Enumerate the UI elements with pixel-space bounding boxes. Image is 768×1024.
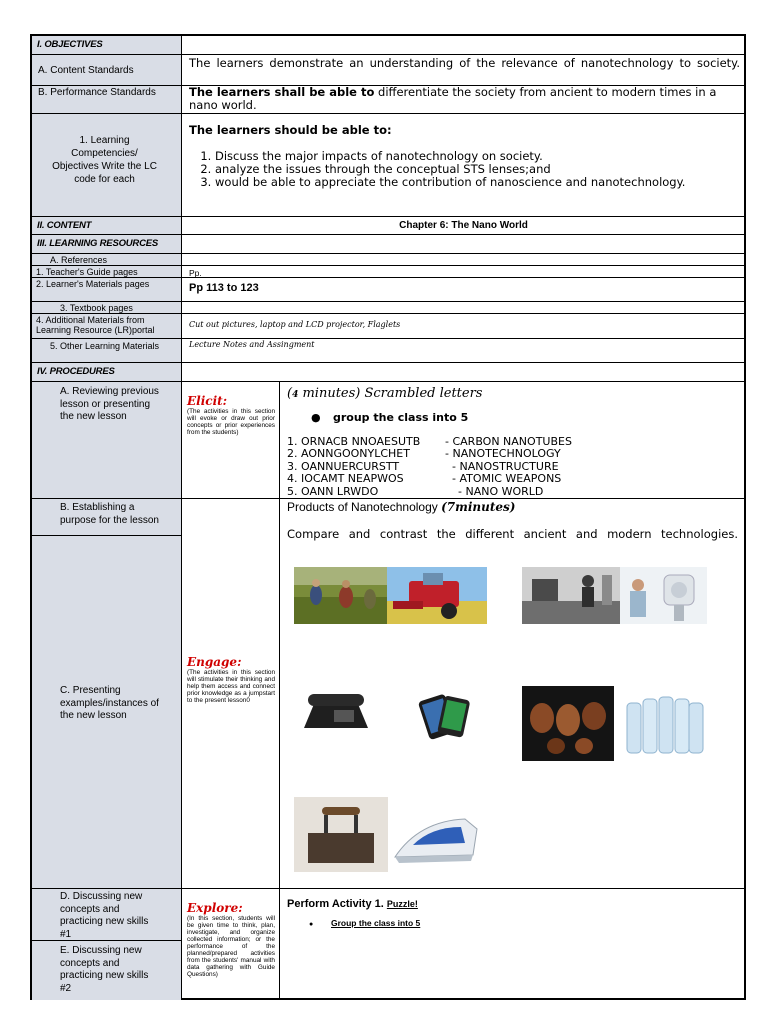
other-materials-value: Lecture Notes and Assingment (189, 340, 315, 349)
teachers-guide-label: 1. Teacher's Guide pages (32, 266, 182, 277)
content-heading: II. CONTENT (32, 217, 182, 234)
antique-iron-image (294, 797, 388, 872)
elicit-content (281, 382, 744, 498)
competencies-label: 1. Learning Competencies/ Objectives Write the LC code for each (32, 114, 182, 216)
bullet-dot-icon: ● (311, 411, 321, 424)
landline-telephone-image (294, 682, 376, 746)
activity-heading: Perform Activity 1. Puzzle! (287, 898, 418, 910)
other-materials-row (32, 339, 744, 363)
step-d-label: D. Discussing new concepts and practicing new skills #1 (32, 889, 181, 941)
learners-materials-row (32, 278, 744, 302)
smartphones-image (411, 685, 475, 741)
modern-lab-equipment-image (620, 567, 707, 624)
engage-content (281, 499, 744, 888)
combine-harvester-image (387, 567, 487, 624)
explore-bullet: ● Group the class into 5 (309, 918, 421, 928)
explore-title: Explore: (187, 901, 243, 915)
competency-item: 3. would be able to appreciate the contribution of nanoscience and nanotechnology. (215, 176, 740, 189)
puzzle-link[interactable]: Puzzle! (386, 899, 418, 909)
performance-rest-text: differentiate the society from ancient to modern times in a nano world. (189, 85, 717, 112)
additional-materials-row (32, 314, 744, 339)
other-materials-label: 5. Other Learning Materials (32, 339, 182, 362)
performance-bold-text: The learners shall be able to (189, 85, 375, 99)
procedures-heading: IV. PROCEDURES (32, 363, 182, 381)
learners-materials-value: Pp 113 to 123 (189, 282, 259, 294)
content-standards-text: The learners demonstrate an understanding of the relevance of nanotechnology to society. (189, 56, 740, 70)
chapter-title: Chapter 6: The Nano World (399, 220, 528, 231)
plastic-water-bottles-image (623, 689, 705, 757)
lesson-plan-table (30, 34, 746, 1000)
objectives-heading: I. OBJECTIVES (32, 36, 182, 54)
competencies-intro: The learners should be able to: (189, 123, 392, 137)
performance-standards-label: B. Performance Standards (32, 86, 182, 113)
procedures-header-row (32, 363, 744, 382)
elicit-description: (The activities in this section will evoke or draw out prior concepts or prior experiences from the students) (187, 408, 275, 436)
additional-materials-label: 4. Additional Materials from Learning Resource (LR)portal (32, 314, 182, 338)
references-row (32, 254, 744, 266)
resources-heading: III. LEARNING RESOURCES (32, 235, 182, 253)
leather-water-bags-image (522, 686, 614, 761)
content-standards-row (32, 55, 744, 86)
explore-content (281, 889, 744, 1000)
competency-item: 1. Discuss the major impacts of nanotechnology on society. (215, 150, 740, 163)
competencies-row (32, 114, 744, 217)
scramble-item: 4. IOCAMT NEAPWOS - ATOMIC WEAPONS (287, 472, 562, 485)
step-c-label: C. Presenting examples/instances of the new lesson (60, 685, 159, 721)
textbook-label: 3. Textbook pages (32, 302, 182, 313)
elicit-bullet: ● group the class into 5 (311, 411, 469, 424)
explore-description: (In this section, students will be given time to think, plan, investigate, and organize collected information; or the performance of the planned/prepared activities from the students' manual with data gathering with Guide Questions) (187, 915, 275, 978)
bullet-dot-icon: ● (309, 921, 314, 928)
step-b-label: B. Establishing a purpose for the lesson (32, 499, 181, 536)
competencies-list (189, 150, 740, 189)
step-a-label: A. Reviewing previous lesson or presenting the new lesson (32, 382, 182, 498)
content-standards-label: A. Content Standards (32, 55, 182, 85)
scramble-item: 3. OANNUERCURSTT - NANOSTRUCTURE (287, 459, 559, 473)
additional-materials-value: Cut out pictures, laptop and LCD projector, Flaglets (189, 320, 401, 329)
scrambled-list (287, 436, 738, 499)
resources-header-row (32, 235, 744, 254)
compare-text: Compare and contrast the different ancient and modern technologies. (287, 527, 738, 541)
engage-description: (The activities in this section will stimulate their thinking and help them access and connect prior knowledge as a jumpstart to the present lesson0 (187, 669, 275, 704)
performance-standards-row (32, 86, 744, 114)
elicit-title: Elicit: (187, 394, 228, 408)
products-heading: Products of Nanotechnology (7minutes) (287, 500, 516, 514)
scramble-item: 5. OANN LRWDO - NANO WORLD (287, 484, 544, 498)
electric-steam-iron-image (389, 799, 485, 869)
competencies-cell (183, 114, 744, 216)
scrambled-letters-heading: (4 minutes) Scrambled letters (287, 386, 483, 401)
competency-item: 2. analyze the issues through the conceptual STS lenses;and (215, 163, 740, 176)
content-row (32, 217, 744, 235)
textbook-row (32, 302, 744, 314)
learners-materials-label: 2. Learner's Materials pages (32, 278, 182, 301)
objectives-header-row (32, 36, 744, 55)
elicit-row (32, 382, 744, 499)
teachers-guide-value: Pp. (189, 268, 202, 278)
step-e-label: E. Discussing new concepts and practicing new skills #2 (60, 945, 149, 994)
teachers-guide-row (32, 266, 744, 278)
engage-title: Engage: (187, 655, 242, 669)
farmers-harvesting-image (294, 567, 387, 624)
scramble-item: 2. AONNGOONYLCHET - NANOTECHNOLOGY (287, 447, 561, 460)
scramble-item: 1. ORNACB NNOAESUTB - CARBON NANOTUBES (287, 434, 572, 448)
old-laboratory-image (522, 567, 620, 624)
explore-row (32, 889, 744, 1000)
performance-standards-text (183, 86, 744, 113)
references-label: A. References (32, 254, 182, 265)
engage-row (32, 499, 744, 889)
